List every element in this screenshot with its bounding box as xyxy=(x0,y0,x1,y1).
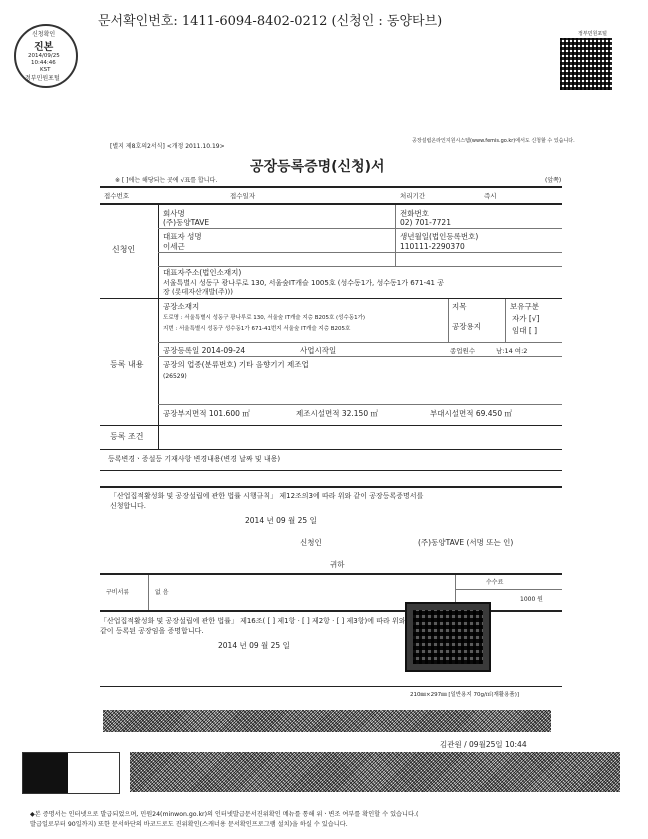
statement-line-2: 신청합니다. xyxy=(110,502,147,510)
industry-code: (26529) xyxy=(163,373,187,380)
seal-code: KST xyxy=(40,67,51,73)
birth-label: 생년월일(법인등록번호) xyxy=(400,232,479,241)
birth-value: 110111-2290370 xyxy=(400,242,465,251)
aux-area: 부대시설면적 69.450 ㎡ xyxy=(430,409,512,418)
receipt-number-label: 접수번호 xyxy=(104,192,130,200)
form-title: 공장등록증명(신청)서 xyxy=(250,159,385,175)
industry-label: 공장의 업종(분류번호) 기타 음향기기 제조업 xyxy=(163,360,309,369)
fee-label: 수수료 xyxy=(486,579,504,586)
phone-label: 전화번호 xyxy=(400,209,429,218)
site-note: 공장설립온라인지원시스템(www.femis.go.kr)에서도 신청할 수 있습니다. xyxy=(412,138,575,144)
company-value: (주)동양TAVE xyxy=(163,218,210,227)
applicant-section-label: 신청인 xyxy=(112,245,136,254)
business-start-date: 사업시작일 xyxy=(300,346,337,355)
document-barcode-main xyxy=(130,752,620,792)
paper-note: 210㎜×297㎜ [일반용지 70g/㎡(재활용품)] xyxy=(410,692,520,698)
changes-label: 등록변경ㆍ증설등 기재사항 변경내용(변경 날짜 및 내용) xyxy=(108,455,281,463)
authenticity-seal xyxy=(14,24,78,88)
statement-applicant-value: (주)동양TAVE (서명 또는 인) xyxy=(418,538,514,547)
page-side: (앞쪽) xyxy=(545,177,562,184)
location-label: 공장소재지 xyxy=(163,302,200,311)
ownership-rent: 임대 [ ] xyxy=(512,326,538,335)
document-number: 문서확인번호: 1411-6094-8402-0212 (신청인 : 동양타브) xyxy=(98,14,443,29)
certification-line-1: 「산업집적활성화 및 공장설립에 관한 법률」 제16조( [ ] 제1항 · [ ] 제2항 · [ ] 제3항)에 따라 위와 xyxy=(100,617,406,625)
land-area: 공장부지면적 101.600 ㎡ xyxy=(163,409,250,418)
phone-value: 02) 701-7721 xyxy=(400,218,451,227)
address-value-2: 장 (롯데자산개발(주))) xyxy=(163,288,233,296)
address-label: 대표자주소(법인소재지) xyxy=(163,268,242,277)
notice-line-1: ◆본 증명서는 인터넷으로 발급되었으며, 민원24(minwon.go.kr)의 인터넷발급문서진위확인 메뉴를 통해 위ㆍ변조 여부를 확인할 수 있습니다.( xyxy=(30,811,419,818)
location-lot: 지번 : 서울특별시 성동구 성수동1가 671-41번지 서울숲 IT캐슬 지층 B205호 xyxy=(163,326,351,332)
statement-line-1: 「산업집적활성화 및 공장설립에 관한 법률 시행규칙」 제12조의3에 따라 위와 같이 공장등록증명서를 xyxy=(110,492,424,500)
certification-date: 2014 년 09 월 25 일 xyxy=(218,641,290,650)
company-label: 회사명 xyxy=(163,209,185,218)
corner-barcode xyxy=(560,38,612,90)
certification-line-2: 같이 등록된 공장임을 증명합니다. xyxy=(100,627,204,635)
notice-line-2: 발급일로부터 90일까지) 또한 문서하단의 바코드로도 진위확인(스캐너용 문서확인프로그램 설치)을 하실 수 있습니다. xyxy=(30,821,348,828)
receipt-date-label: 접수일자 xyxy=(230,192,256,200)
statement-recipient: 귀하 xyxy=(330,560,345,569)
document-barcode-top xyxy=(103,710,551,732)
zone-label: 지목 xyxy=(452,302,467,311)
seal-time: 10:44:46 xyxy=(31,60,56,66)
registration-date: 공장등록일 2014-09-24 xyxy=(163,346,246,355)
documents-label: 구비서류 xyxy=(106,589,130,596)
employees-label: 종업원수 xyxy=(450,347,476,355)
representative-label: 대표자 성명 xyxy=(163,232,202,241)
documents-value: 없 음 xyxy=(155,589,169,596)
ownership-label: 보유구분 xyxy=(510,302,539,311)
representative-value: 이세근 xyxy=(163,242,185,251)
issuer-info: 김관원 / 09월25일 10:44 xyxy=(440,740,527,749)
instruction: ※ [ ]에는 해당되는 곳에 √표를 합니다. xyxy=(115,177,218,184)
factory-area: 제조시설면적 32.150 ㎡ xyxy=(296,409,378,418)
zone-value: 공장용지 xyxy=(452,322,481,331)
registration-section-label: 등록 내용 xyxy=(110,360,144,369)
location-road: 도로명 : 서울특별시 성동구 광나루로 130, 서울숲 IT캐슬 지층 B205호 (성수동1가) xyxy=(163,315,366,321)
statement-date: 2014 년 09 월 25 일 xyxy=(245,516,317,525)
ownership-self: 자가 [√] xyxy=(512,314,540,323)
seal-main-text: 진본 xyxy=(34,42,54,53)
processing-value: 즉시 xyxy=(484,192,497,200)
processing-label: 처리기간 xyxy=(400,192,426,200)
form-reference: [별지 제8호의2서식] <개정 2011.10.19> xyxy=(110,143,225,150)
corner-mark: 정부민원포털 xyxy=(578,31,607,37)
conditions-label: 등록 조건 xyxy=(110,432,144,441)
employees-value: 남:14 여:2 xyxy=(496,347,528,355)
seal-top-text: 신청확인 xyxy=(32,31,56,38)
seal-date: 2014/09/25 xyxy=(28,53,60,59)
fee-value: 1000 원 xyxy=(520,596,543,603)
statement-applicant-label: 신청인 xyxy=(300,538,322,547)
seal-bottom-text: 정부민원포털 xyxy=(25,75,60,82)
address-value-1: 서울특별시 성동구 광나루로 130, 서울숲IT캐슬 1005호 (성수동1가, 성수동1가 671-41 공 xyxy=(163,279,444,287)
official-stamp xyxy=(405,602,491,672)
barcode-reference-block xyxy=(22,752,120,794)
